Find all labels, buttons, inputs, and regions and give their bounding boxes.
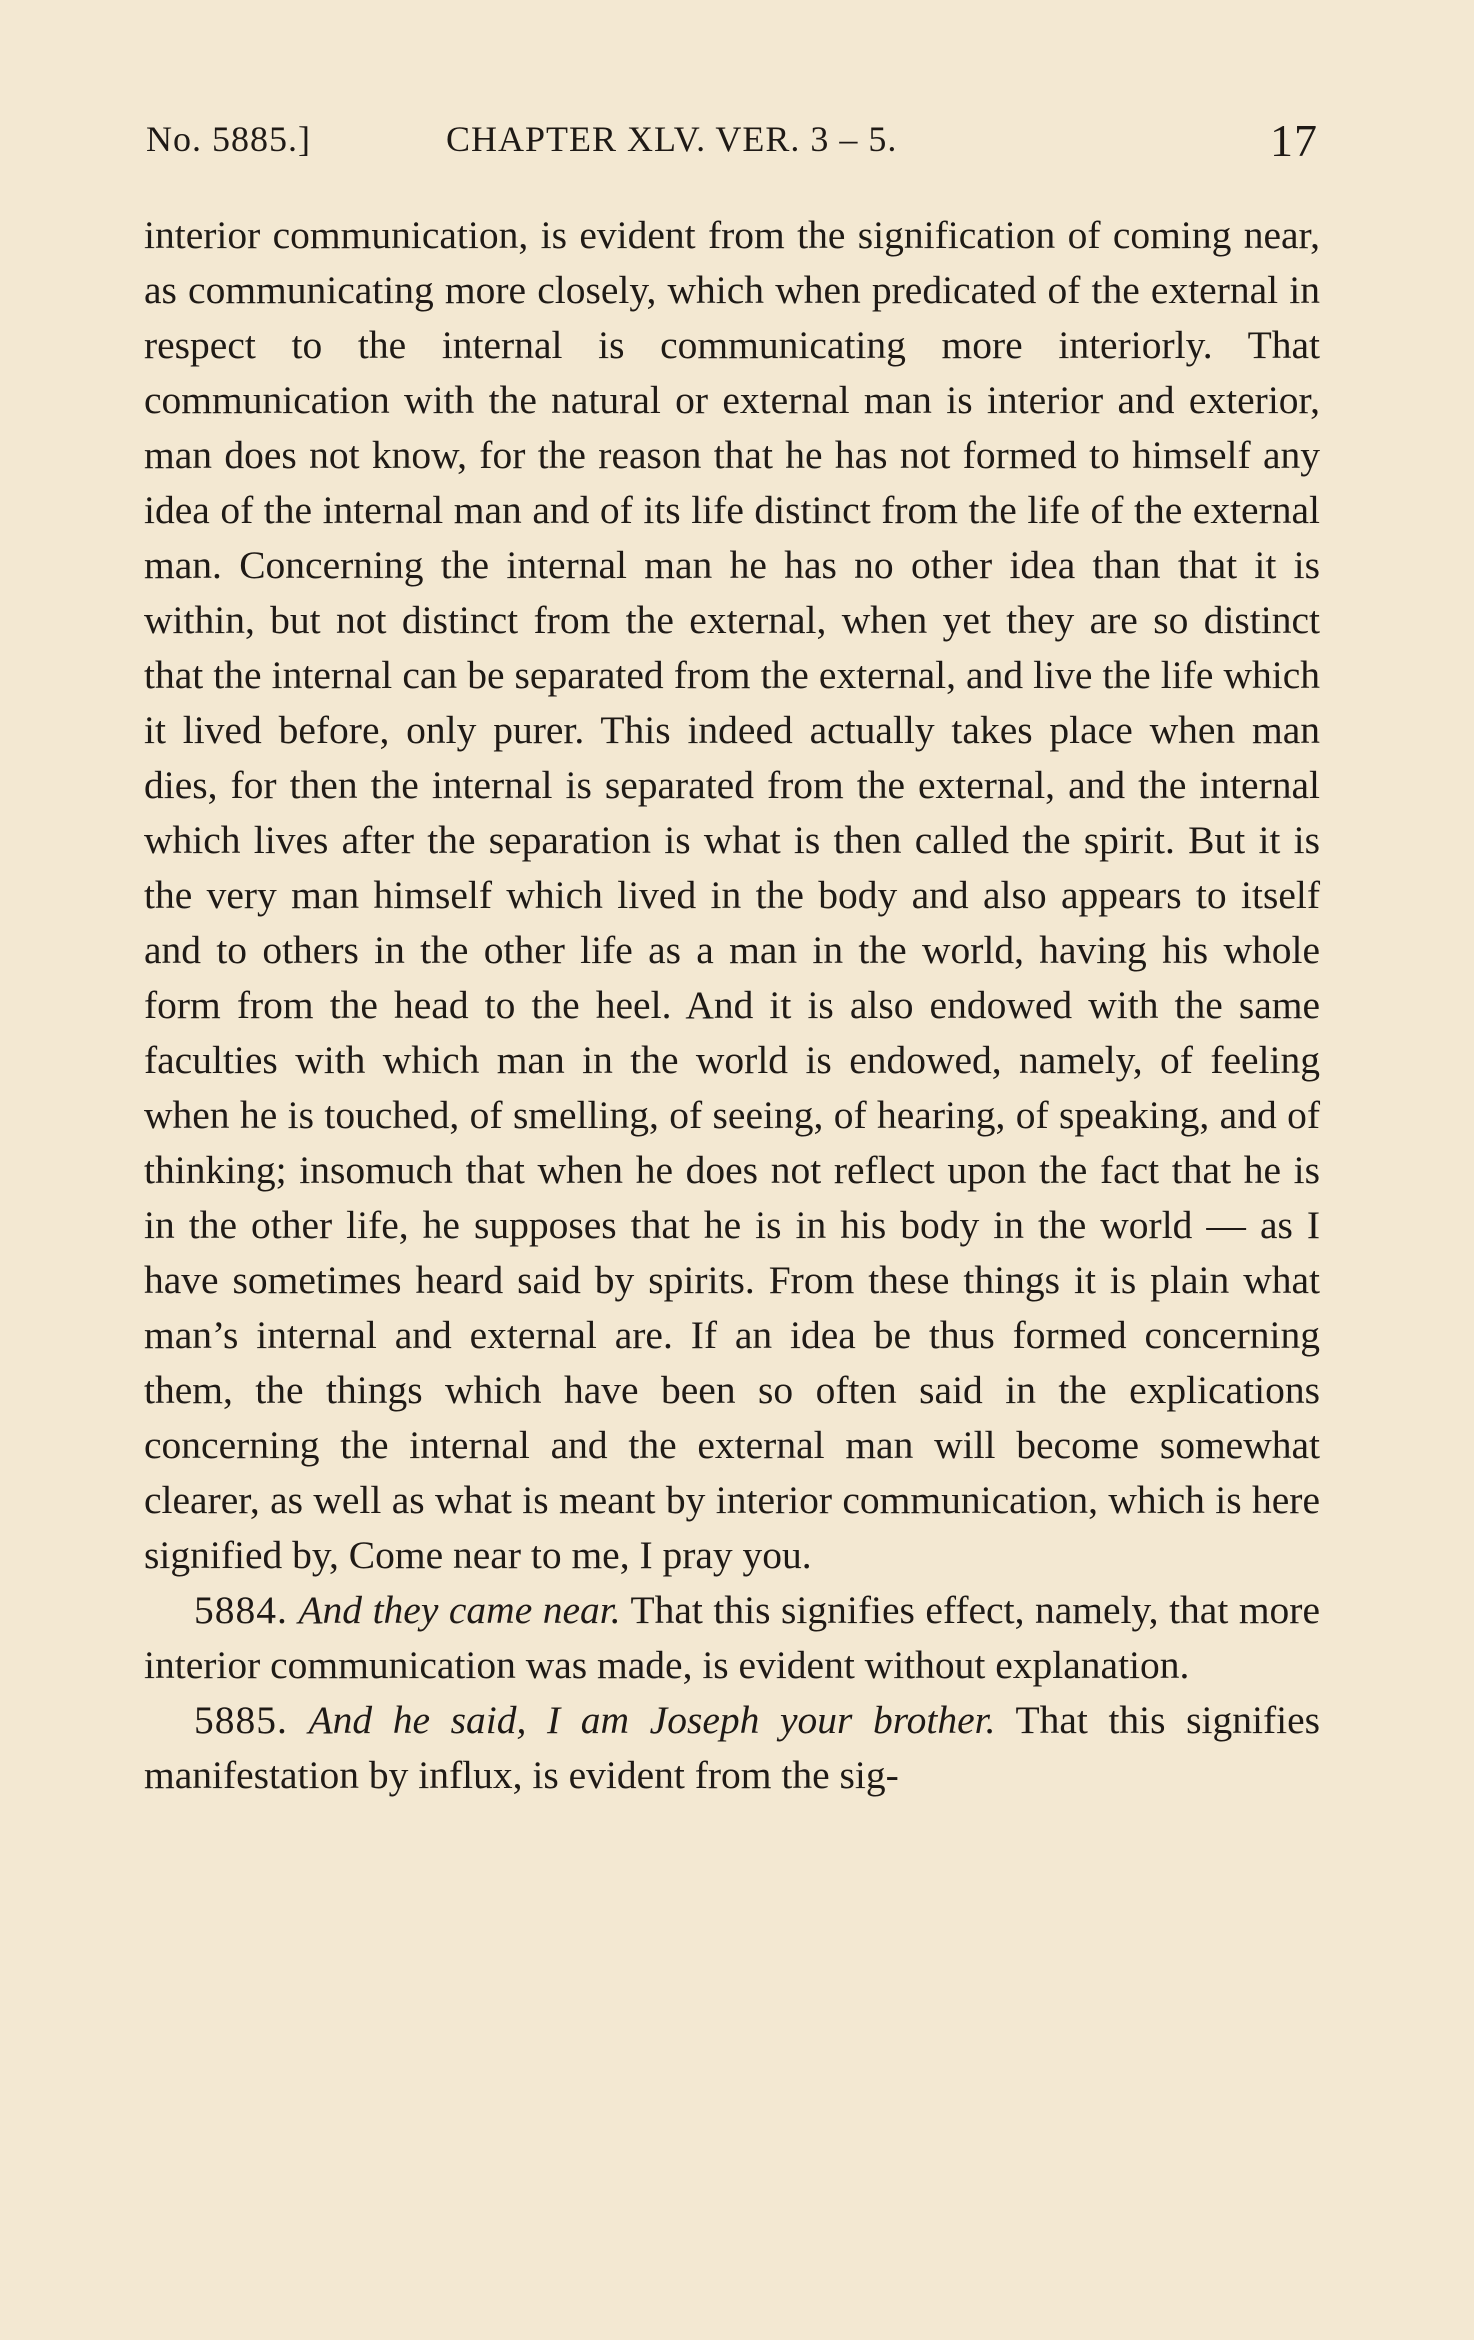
page-body (144, 208, 1320, 1803)
verse-quote: And they came near. (298, 1588, 621, 1632)
paragraph-5884 (144, 1583, 1320, 1693)
paragraph-text: That this signifies manifestation by influx, is evident from the sig- (144, 1698, 1321, 1797)
page-number: 17 (1270, 115, 1318, 166)
paragraph-number: 5885. (194, 1698, 288, 1742)
header-section-number: No. 5885.] (146, 119, 311, 159)
paragraph-text: interior communication, is evident from the signification of coming near, as communicating more closely, which when predicated of the external in respect to the internal is communicating more interiorly. That communication with the natural or external man is interior and exterior, man does not know, for the reason that he has not formed to himself any idea of the internal man and of its life distinct from the life of the external man. Concerning the internal man he has no other idea than that it is within, but not distinct from the external, when yet they are so distinct that the internal can be separated from the external, and live the life which it lived before, only purer. This indeed actually takes place when man dies, for then the internal is separated from the external, and the internal which lives after the separation is what is then called the spirit. But it is the very man himself which lived in the body and also appears to itself and to others in the other life as a man in the world, having his whole form from the head to the heel. And it is also endowed with the same faculties with which man in the world is endowed, namely, of feeling when he is touched, of smelling, of seeing, of hearing, of speaking, and of thinking; insomuch that when he does not reflect upon the fact that he is in the other life, he supposes that he is in his body in the world — as I have sometimes heard said by spirits. From these things it is plain what man’s internal and external are. If an idea be thus formed concerning them, the things which have been so often said in the explications concerning the internal and the external man will become somewhat clearer, as well as what is meant by interior communication, which is here signified by, Come near to me, I pray you. (144, 213, 1320, 1577)
running-header (146, 115, 1318, 178)
paragraph-continuation (144, 208, 1320, 1583)
paragraph-number: 5884. (194, 1588, 288, 1632)
paragraph-5885 (144, 1693, 1320, 1803)
header-chapter-title: CHAPTER XLV. VER. 3 – 5. (446, 119, 898, 159)
verse-quote: And he said, I am Joseph your brother. (308, 1698, 996, 1742)
paragraph-text: That this signifies effect, namely, that more interior communication was made, is evident without explanation. (144, 1588, 1320, 1687)
